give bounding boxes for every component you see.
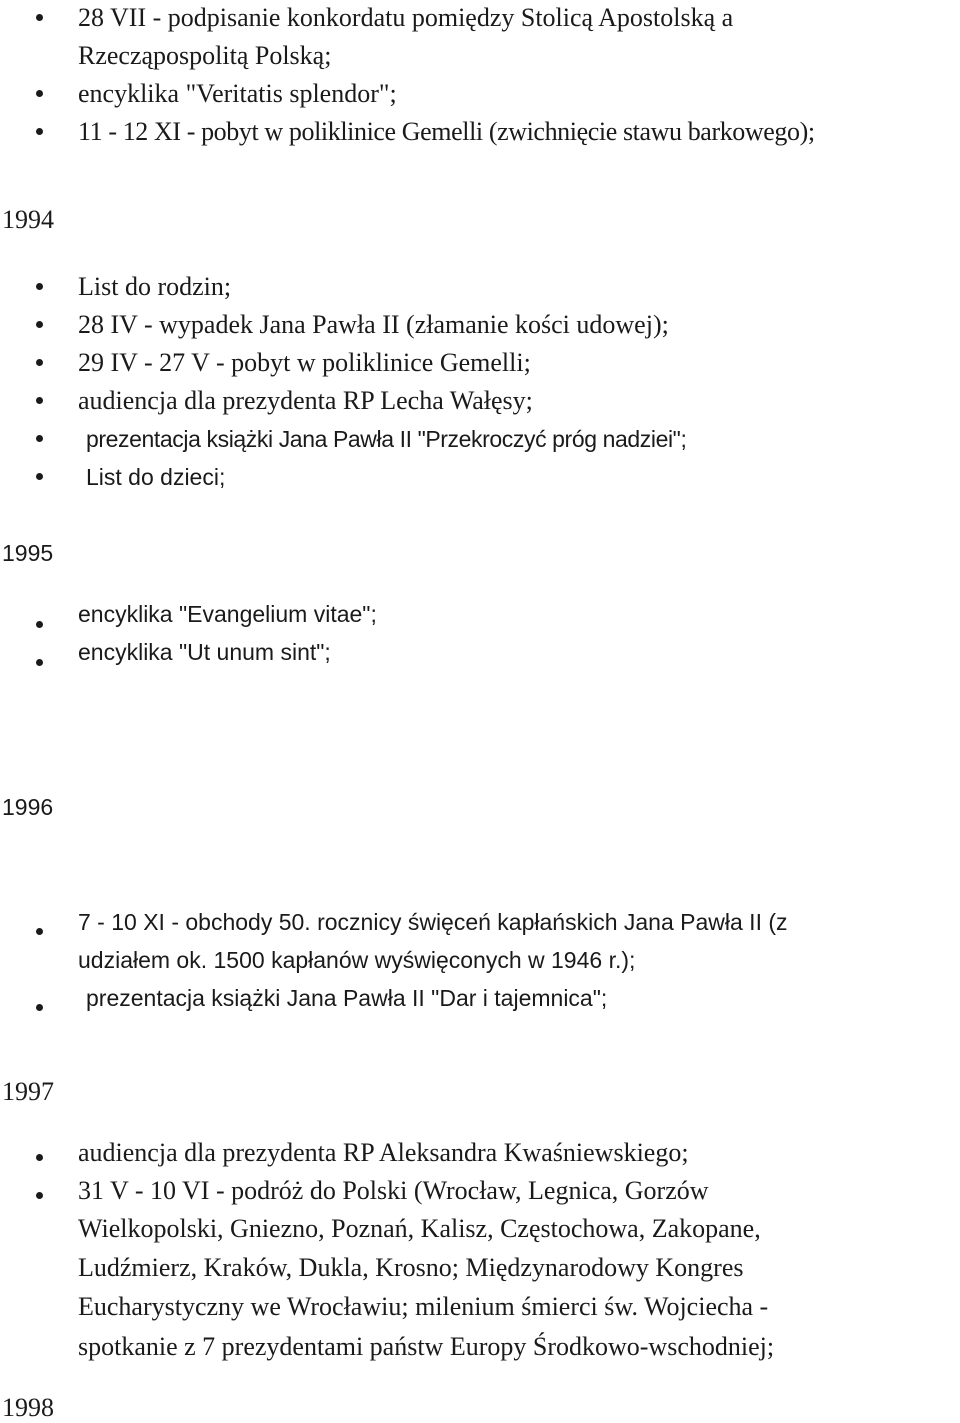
list-item-line: prezentacja książki Jana Pawła II "Przekroczyć próg nadziei"; [86, 426, 687, 452]
list-item-line: Rzecząpospolitą Polską; [78, 41, 332, 70]
bullet [36, 928, 43, 935]
bullet [36, 128, 43, 135]
bullet [36, 359, 43, 366]
bullet [36, 1154, 43, 1161]
list-item-line: List do rodzin; [78, 272, 232, 301]
bullet [36, 1192, 43, 1199]
list-item-line: Wielkopolski, Gniezno, Poznań, Kalisz, Częstochowa, Zakopane, [78, 1214, 761, 1243]
year-heading: 1996 [2, 794, 54, 820]
list-item-line: 28 IV - wypadek Jana Pawła II (złamanie kości udowej); [78, 310, 669, 339]
list-item-line: Ludźmierz, Kraków, Dukla, Krosno; Międzynarodowy Kongres [78, 1253, 744, 1282]
bullet [36, 473, 43, 480]
list-item-line: encyklika "Evangelium vitae"; [78, 601, 377, 627]
bullet [36, 90, 43, 97]
bullet [36, 435, 43, 442]
list-item-line: audiencja dla prezydenta RP Lecha Wałęsy; [78, 386, 533, 415]
list-item-line: audiencja dla prezydenta RP Aleksandra Kwaśniewskiego; [78, 1138, 689, 1167]
list-item-line: List do dzieci; [86, 464, 226, 490]
list-item-line: spotkanie z 7 prezydentami państw Europy Środkowo-wschodniej; [78, 1332, 775, 1361]
bullet [36, 14, 43, 21]
year-heading: 1998 [2, 1393, 54, 1422]
bullet [36, 283, 43, 290]
bullet [36, 1004, 43, 1011]
list-item-line: 11 - 12 XI - pobyt w poliklinice Gemelli (zwichnięcie stawu barkowego); [78, 117, 815, 146]
bullet [36, 659, 43, 666]
year-heading: 1997 [2, 1077, 54, 1106]
list-item-line: 7 - 10 XI - obchody 50. rocznicy święceń kapłańskich Jana Pawła II (z [78, 909, 788, 935]
list-item-line: encyklika "Veritatis splendor"; [78, 79, 397, 108]
list-item-line: Eucharystyczny we Wrocławiu; milenium śmierci św. Wojciecha - [78, 1292, 769, 1321]
bullet [36, 621, 43, 628]
list-item-line: udziałem ok. 1500 kapłanów wyświęconych w 1946 r.); [78, 947, 636, 973]
list-item-line: 28 VII - podpisanie konkordatu pomiędzy Stolicą Apostolską a [78, 3, 734, 32]
list-item-line: 29 IV - 27 V - pobyt w poliklinice Gemelli; [78, 348, 531, 377]
list-item-line: encyklika "Ut unum sint"; [78, 639, 331, 665]
list-item-line: prezentacja książki Jana Pawła II "Dar i tajemnica"; [86, 985, 608, 1011]
list-item-line: 31 V - 10 VI - podróż do Polski (Wrocław, Legnica, Gorzów [78, 1176, 709, 1205]
year-heading: 1994 [2, 205, 54, 234]
year-heading: 1995 [2, 540, 54, 566]
bullet [36, 321, 43, 328]
bullet [36, 397, 43, 404]
